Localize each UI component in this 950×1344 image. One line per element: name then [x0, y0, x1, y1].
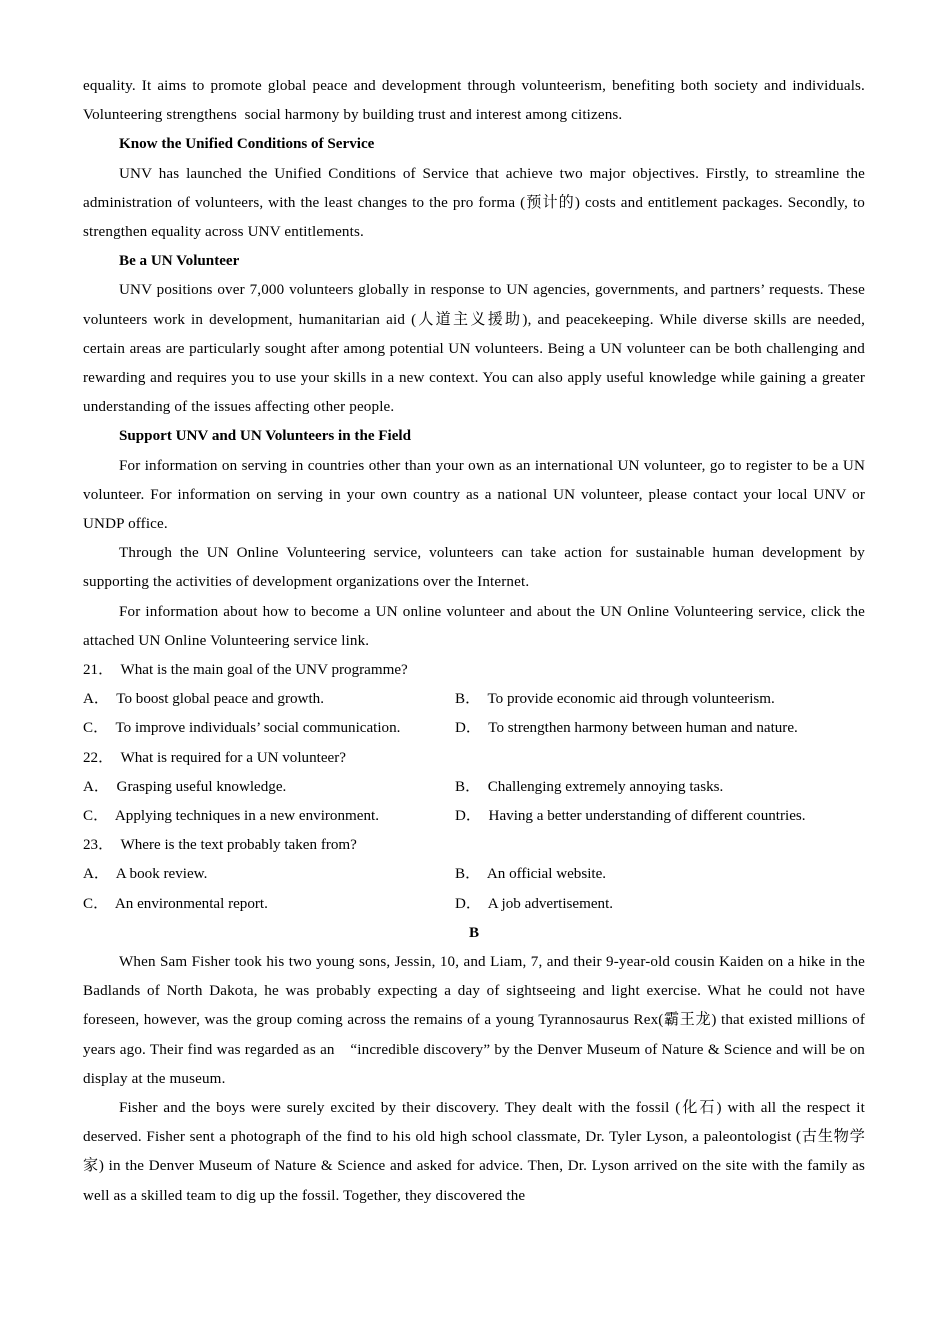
- question-number-22: 22．: [83, 749, 114, 766]
- section-b-paragraph-2: Fisher and the boys were surely excited by their discovery. They dealt with the fossil (化石) with all the respect it deserved. Fisher sent a photograph of the find to his old high school classmate, Dr. Tyler Lyson, a paleontologist (古生物学家) in the Denver Museum of Nature & Science and asked for advice. Then, Dr. Lyson arrived on the site with the family as well as a skilled team to dig up the fossil. Together, they discovered the: [83, 1100, 869, 1204]
- option-text: A book review.: [115, 866, 208, 883]
- question-23-options-row-1: [83, 860, 865, 889]
- option-23-d[interactable]: [455, 890, 613, 919]
- option-text: To provide economic aid through volunteerism.: [487, 691, 775, 708]
- question-number-21: 21．: [83, 662, 114, 679]
- option-gap: [481, 896, 488, 912]
- question-stem-23: [83, 831, 865, 860]
- option-22-b[interactable]: [455, 773, 723, 802]
- option-21-c[interactable]: [83, 714, 400, 743]
- question-text-23: Where is the text probably taken from?: [120, 837, 357, 854]
- option-gap: [108, 808, 115, 824]
- option-letter: D．: [455, 895, 481, 912]
- passage-paragraph-continuation: equality. It aims to promote global peace and development through volunteerism, benefiting both society and individuals. Volunteering strengthens social harmony by building trust and interest among citizens.: [83, 78, 869, 124]
- option-text: To improve individuals’ social communication.: [115, 720, 401, 737]
- option-letter: D．: [455, 720, 481, 737]
- passage-paragraph-un-volunteer: UNV positions over 7,000 volunteers globally in response to UN agencies, governments, and partners’ requests. These volunteers work in development, humanitarian aid (人道主义援助), and peacekeeping. While diverse skills are needed, certain areas are particularly sought after among potential UN volunteers. Being a UN volunteer can be both challenging and rewarding and requires you to use your skills in a new context. You can also apply useful knowledge while gaining a greater understanding of the issues affecting other people.: [83, 282, 869, 416]
- option-text: Applying techniques in a new environment.: [114, 808, 379, 825]
- option-gap: [109, 866, 116, 882]
- option-23-c[interactable]: [83, 890, 268, 919]
- option-letter: B．: [455, 691, 481, 708]
- section-heading-conditions-of-service: Know the Unified Conditions of Service: [119, 136, 375, 153]
- question-23-options-row-2: [83, 890, 865, 919]
- option-text: Challenging extremely annoying tasks.: [487, 778, 724, 795]
- question-stem-22: [83, 744, 865, 773]
- question-22-options-row-1: [83, 773, 865, 802]
- option-text: To boost global peace and growth.: [116, 691, 324, 708]
- option-letter: B．: [455, 778, 481, 795]
- option-gap: [480, 866, 487, 882]
- option-gap: [109, 779, 117, 795]
- option-gap: [108, 896, 115, 912]
- question-stem-21: [83, 656, 865, 685]
- option-letter: D．: [455, 808, 481, 825]
- passage-paragraph-online-volunteering: Through the UN Online Volunteering service, volunteers can take action for sustainable human development by supporting the activities of development organizations over the Internet.: [83, 545, 869, 591]
- question-text-22: What is required for a UN volunteer?: [120, 749, 346, 766]
- option-letter: A．: [83, 778, 109, 795]
- question-22-options-row-2: [83, 802, 865, 831]
- option-23-a[interactable]: [83, 860, 207, 889]
- option-letter: C．: [83, 720, 109, 737]
- option-letter: A．: [83, 866, 109, 883]
- option-gap: [481, 808, 489, 824]
- option-text: Having a better understanding of different countries.: [488, 808, 806, 825]
- passage-paragraph-support-info: For information on serving in countries other than your own as an international UN volunteer, go to register to be a UN volunteer. For information on serving in your own country as a national UN volunteer, please contact your local UNV or UNDP office.: [83, 457, 869, 533]
- option-gap: [480, 779, 488, 795]
- section-heading-be-a-un-volunteer: Be a UN Volunteer: [119, 253, 240, 270]
- option-23-b[interactable]: [455, 860, 606, 889]
- section-heading-support-unv: Support UNV and UN Volunteers in the Field: [119, 428, 412, 445]
- option-21-d[interactable]: [455, 714, 798, 743]
- section-b-paragraph-1: When Sam Fisher took his two young sons, Jessin, 10, and Liam, 7, and their 9-year-old cousin Kaiden on a hike in the Badlands of North Dakota, he was probably expecting a day of sightseeing and light exercise. What he could not have foreseen, however, was the group coming across the remains of a young Tyrannosaurus Rex(霸王龙) that existed millions of years ago. Their find was regarded as an “incredible discovery” by the Denver Museum of Nature & Science and will be on display at the museum.: [83, 954, 869, 1087]
- passage-paragraph-online-link: For information about how to become a UN online volunteer and about the UN Online Volunteering service, click the attached UN Online Volunteering service link.: [83, 603, 869, 649]
- option-21-a[interactable]: [83, 685, 324, 714]
- question-number-23: 23．: [83, 837, 114, 854]
- option-letter: A．: [83, 691, 109, 708]
- exam-page-body: [83, 72, 869, 1211]
- option-text: An official website.: [486, 866, 607, 883]
- question-21-options-row-1: [83, 685, 865, 714]
- option-letter: C．: [83, 895, 109, 912]
- option-text: Grasping useful knowledge.: [116, 778, 287, 795]
- option-22-c[interactable]: [83, 802, 379, 831]
- passage-paragraph-unified-conditions: UNV has launched the Unified Conditions of Service that achieve two major objectives. Firstly, to streamline the administration of volunteers, with the least changes to the pro forma (预计的) costs and entitlement packages. Secondly, to strengthen equality across UNV entitlements.: [83, 165, 869, 241]
- option-22-d[interactable]: [455, 802, 806, 831]
- option-text: To strengthen harmony between human and nature.: [488, 720, 798, 737]
- option-21-b[interactable]: [455, 685, 775, 714]
- option-text: An environmental report.: [114, 895, 268, 912]
- option-text: A job advertisement.: [487, 895, 614, 912]
- question-text-21: What is the main goal of the UNV programme?: [120, 662, 408, 679]
- question-21-options-row-2: [83, 714, 865, 743]
- option-letter: C．: [83, 808, 109, 825]
- option-letter: B．: [455, 866, 481, 883]
- section-label-b: B: [468, 924, 480, 941]
- option-22-a[interactable]: [83, 773, 286, 802]
